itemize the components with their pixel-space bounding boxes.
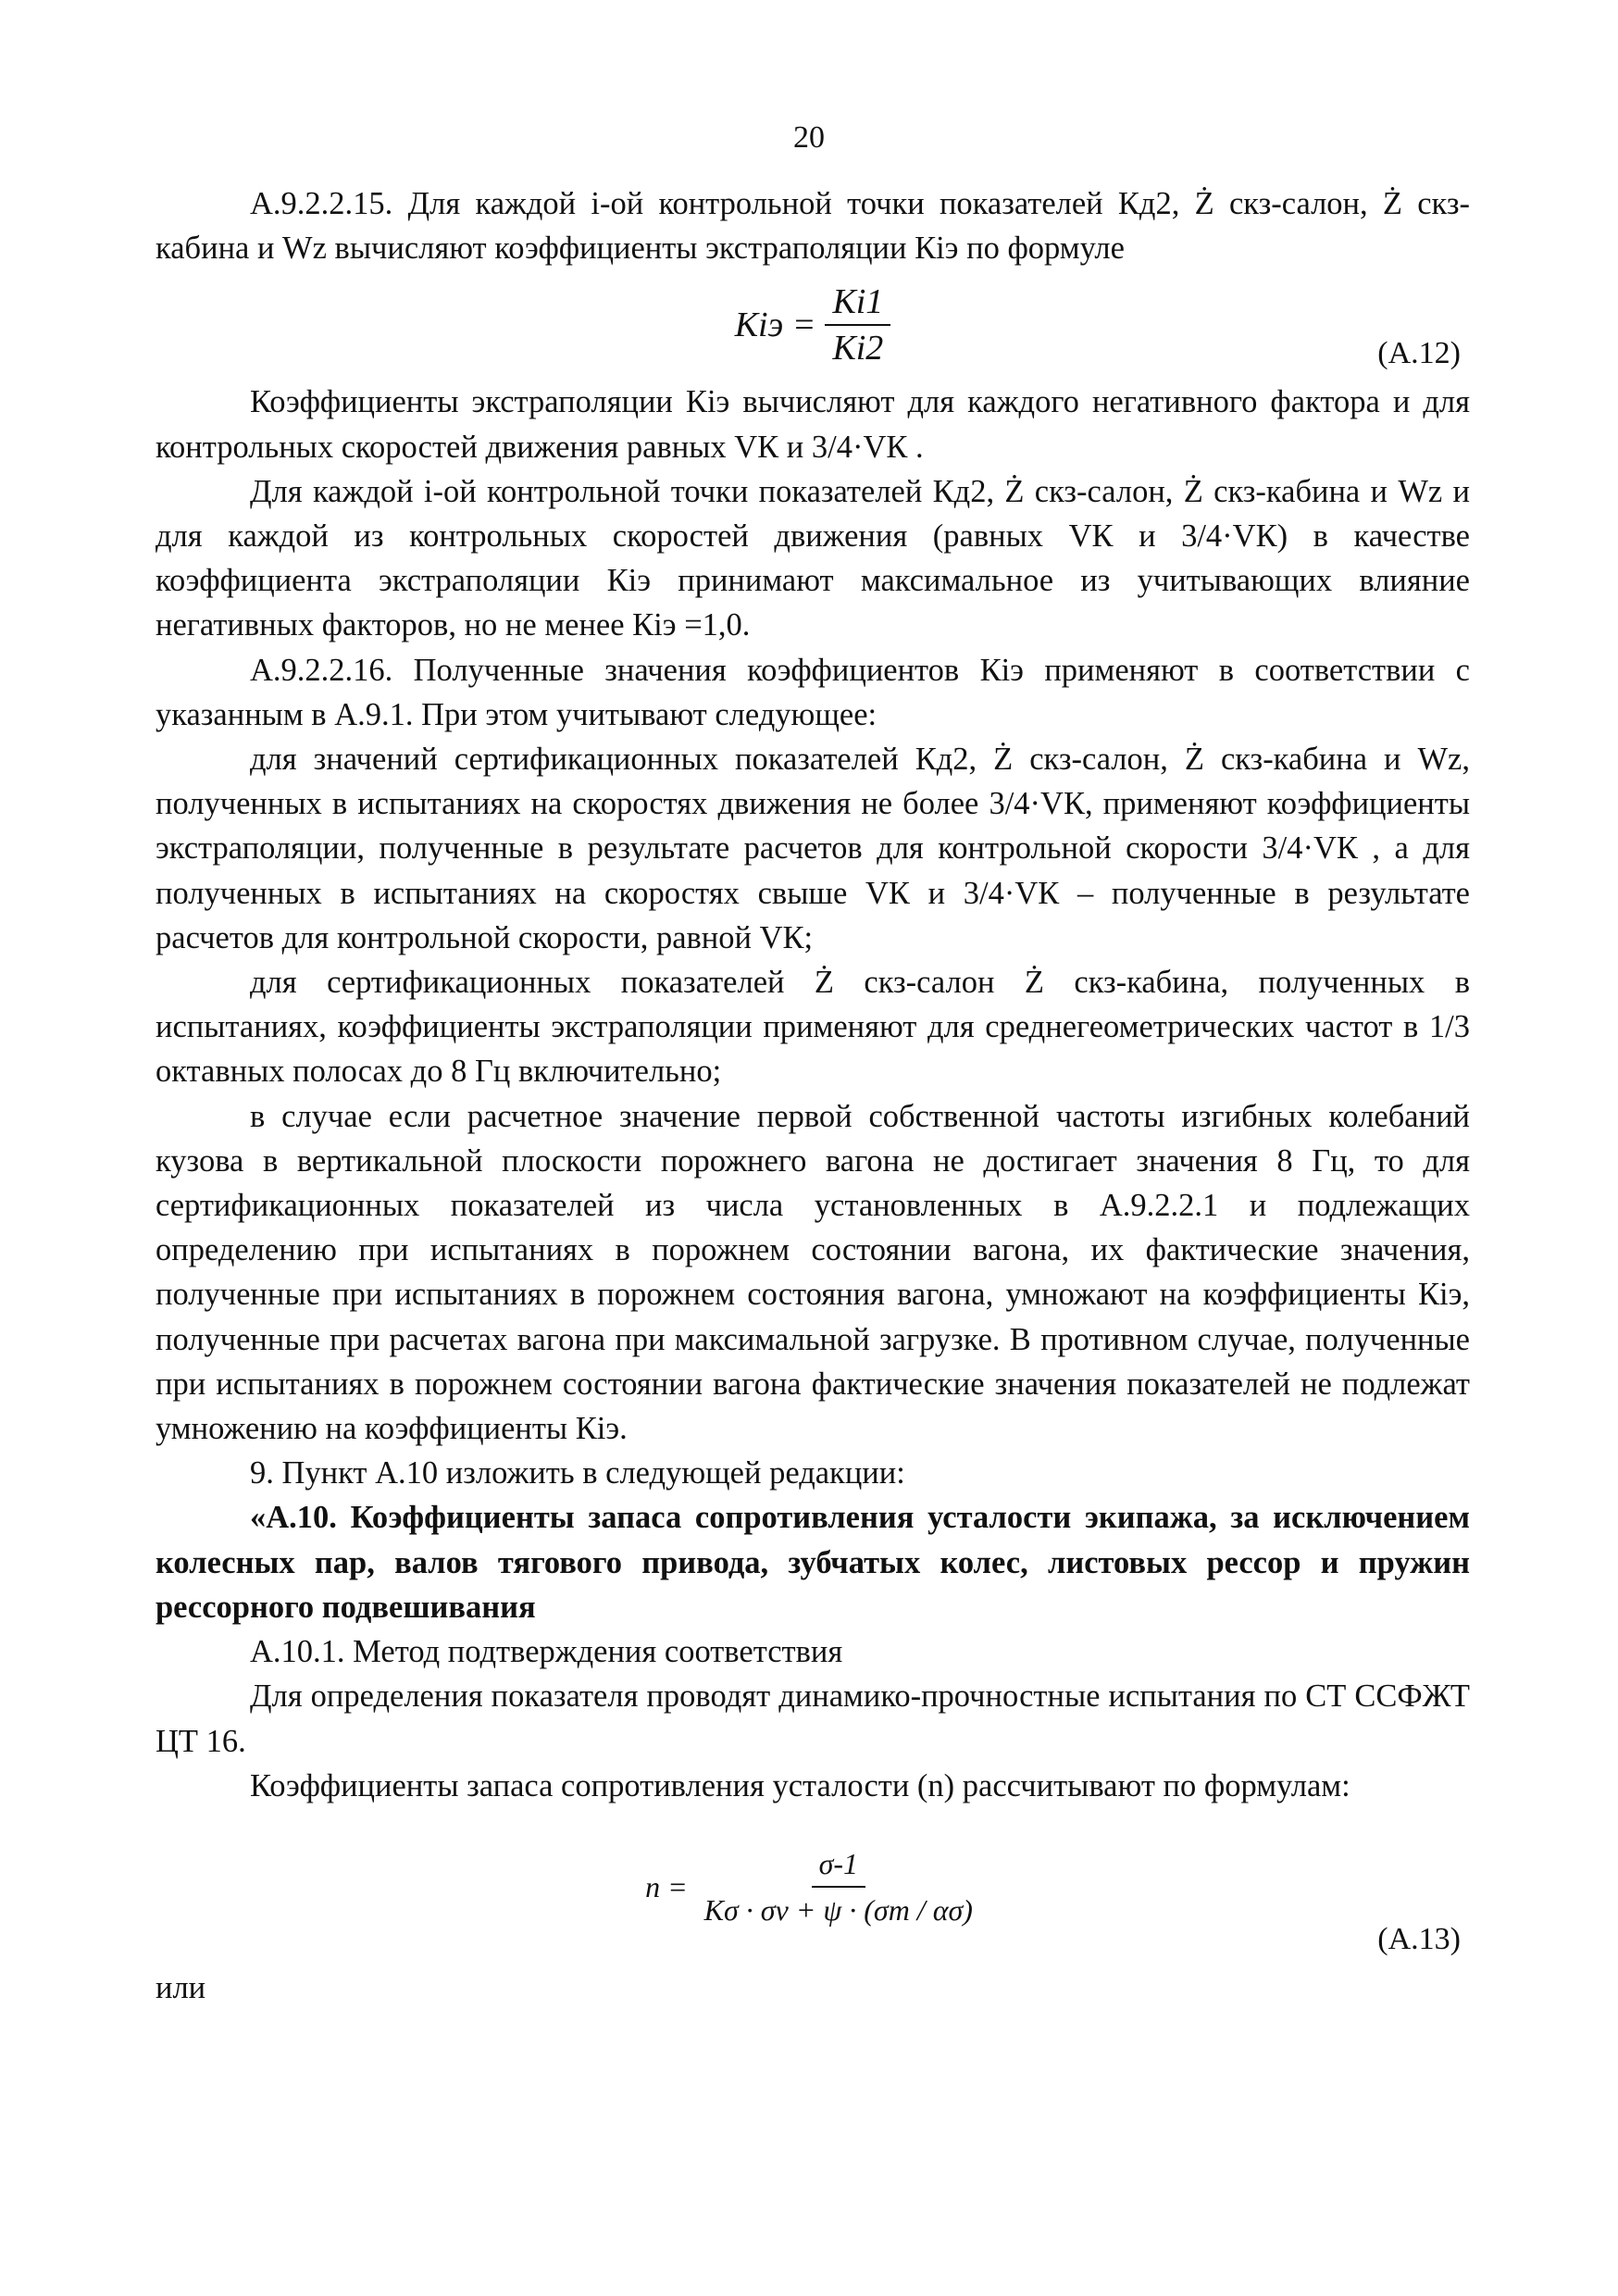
formula-a12-fraction	[825, 280, 890, 370]
formula-a12	[156, 270, 1470, 380]
formula-a12-denominator: Кi2	[832, 329, 884, 368]
page-number: 20	[793, 120, 825, 155]
formula-a13-numerator: σ-1	[812, 1841, 865, 1888]
paragraph-item-9: 9. Пункт А.10 изложить в следующей редакции:	[250, 1455, 905, 1491]
formula-a12-lhs: Кiэ =	[734, 306, 816, 345]
paragraph-empty-wagon: в случае если расчетное значение первой собственной частоты изгибных колебаний кузова в вертикальной плоскости порожнего вагона не достигает значения 8 Гц, то для сертификационных показателей из числа установленных в А.9.2.2.1 и подлежащих определению при испытаниях в порожнем состоянии вагона, их фактические значения, полученные при испытаниях в порожнем состояния вагона, умножают на коэффициенты Кiэ, полученные при расчетах вагона при максимальной загрузке. В противном случае, полученные при испытаниях в порожнем состоянии вагона фактические значения показателей не подлежат умножению на коэффициенты Кiэ.	[156, 1098, 1470, 1447]
paragraph-a9-2-2-15: А.9.2.2.15. Для каждой i-ой контрольной точки показателей Кд2, Ż скз-салон, Ż скз-кабина и Wz вычисляют коэффициенты экстраполяции Кiэ по формуле	[156, 186, 1470, 267]
section-heading-a10: «А.10. Коэффициенты запаса сопротивления усталости экипажа, за исключением колесных пар, валов тягового привода, зубчатых колес, листовых рессор и пружин рессорного подвешивания	[156, 1500, 1470, 1625]
paragraph-control-points: Для каждой i-ой контрольной точки показателей Кд2, Ż скз-салон, Ż скз-кабина и Wz и для каждой из контрольных скоростей движения (равных VК и 3/4·VК) в качестве коэффициента экстраполяции Кiэ принимают максимальное из учитывающих влияние негативных факторов, но не менее Кiэ =1,0.	[156, 473, 1470, 643]
formula-a13-label: (А.13)	[1377, 1921, 1461, 1956]
formula-a13	[156, 1808, 1470, 1965]
paragraph-fatigue-factors: Коэффициенты запаса сопротивления усталости (n) рассчитывают по формулам:	[250, 1767, 1350, 1803]
paragraph-octave-bands: для сертификационных показателей Ż скз-салон Ż скз-кабина, полученных в испытаниях, коэффициенты экстраполяции применяют для среднегеометрических частот в 1/3 октавных полосах до 8 Гц включительно;	[156, 965, 1470, 1090]
formula-a13-denominator: Kσ · σv + ψ · (σm / ασ)	[703, 1892, 973, 1927]
paragraph-coefficients: Коэффициенты экстраполяции Кiэ вычисляют для каждого негативного фактора и для контрольных скоростей движения равных VК и 3/4·VК .	[156, 384, 1470, 465]
paragraph-or: или	[156, 1969, 206, 2005]
subsection-heading-a10-1: А.10.1. Метод подтверждения соответствия	[250, 1634, 843, 1670]
paragraph-a9-2-2-16: А.9.2.2.16. Полученные значения коэффициентов Кiэ применяют в соответствии с указанным в А.9.1. При этом учитывают следующее:	[156, 652, 1470, 732]
formula-a13-lhs: n =	[645, 1869, 688, 1903]
document-body	[156, 181, 1470, 2010]
paragraph-dynamic-tests: Для определения показателя проводят динамико-прочностные испытания по СТ ССФЖТ ЦТ 16.	[156, 1678, 1470, 1759]
formula-a12-numerator: Кi1	[825, 280, 890, 326]
formula-a13-fraction	[697, 1841, 980, 1932]
formula-a12-label: (А.12)	[1377, 336, 1461, 371]
paragraph-certification-values: для значений сертификационных показателей Кд2, Ż скз-салон, Ż скз-кабина и Wz, полученных в испытаниях на скоростях движения не более 3/4·VК, применяют коэффициенты экстраполяции, полученные в результате расчетов для контрольной скорости 3/4·VК , а для полученных в испытаниях на скоростях свыше VК и 3/4·VК – полученные в результате расчетов для контрольной скорости, равной VК;	[156, 742, 1470, 955]
